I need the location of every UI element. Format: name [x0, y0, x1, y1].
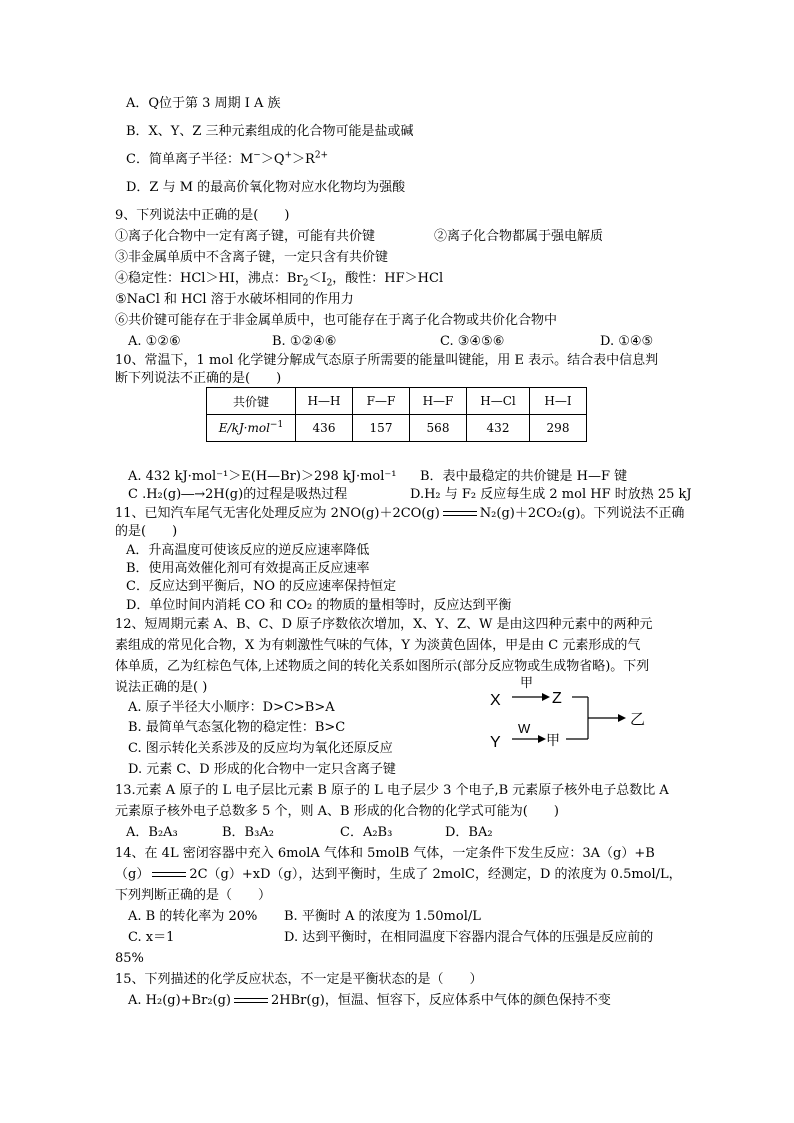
q11-option-d: D．单位时间内消耗 CO 和 CO₂ 的物质的量相等时，反应达到平衡: [126, 598, 512, 613]
q12-option-c: C. 图示转化关系涉及的反应均为氧化还原反应: [128, 741, 393, 756]
q11-option-c: C．反应达到平衡后，NO 的反应速率保持恒定: [126, 579, 397, 594]
diagram-w-reagent: W: [518, 721, 531, 736]
q12-stem-line4: 说法正确的是( ): [115, 680, 208, 695]
equilibrium-arrow-icon: [234, 996, 268, 1006]
q14-stem-line3: 下列判断正确的是（ ）: [115, 888, 272, 903]
table-cell: 298: [530, 415, 587, 442]
q14-option-d: D. 达到平衡时，在相同温度下容器内混合气体的压强是反应前的: [284, 930, 654, 945]
q9-statement-4: ④稳定性：HCl＞HI，沸点：$Br_2<I_2$，酸性：HF＞HCl: [115, 271, 444, 289]
q12-stem-line3: 体单质，乙为红棕色气体,上述物质之间的转化关系如图所示(部分反应物或生成物省略)。下列: [115, 659, 650, 674]
q11-option-b: B．使用高效催化剂可有效提高正反应速率: [126, 561, 370, 576]
q9-statement-3: ③非金属单质中不含离子键，一定只含有共价键: [115, 250, 389, 265]
q12-option-b: B. 最简单气态氢化物的稳定性：B>C: [128, 720, 346, 735]
q13-stem-line1: 13.元素 A 原子的 L 电子层比元素 B 原子的 L 电子层少 3 个电子,B 元素原子核外电子总数比 A: [115, 783, 669, 798]
q11-stem-line1: 11、已知汽车尾气无害化处理反应为 2NO(g)＋2CO(g) N₂(g)＋2CO₂(g)。下列说法不正确: [115, 506, 685, 521]
q15-stem: 15、下列描述的化学反应状态，不一定是平衡状态的是（ ）: [115, 972, 483, 987]
conversion-diagram: [480, 675, 660, 765]
q10-stem-line2: 断下列说法不正确的是( ): [115, 371, 282, 386]
q9-statement-5: ⑤NaCl 和 HCl 溶于水破坏相同的作用力: [115, 292, 354, 307]
table-row: [207, 388, 587, 415]
table-cell: H—H: [296, 388, 353, 415]
q14-stem-line2: （g） 2C（g）+xD（g），达到平衡时，生成了 2molC，经测定，D 的浓度为 0.5mol/L，: [115, 867, 682, 882]
q15-option-a: A. H₂(g)+Br₂(g) 2HBr(g)，恒温、恒容下，反应体系中气体的颜色保持不变: [128, 993, 611, 1008]
q9-option-c: C. ③④⑤⑥: [440, 334, 505, 349]
q9-statement-6: ⑥共价键可能存在于非金属单质中，也可能存在于离子化合物或共价化合物中: [115, 313, 558, 328]
q13-option-d: D．BA₂: [445, 825, 493, 840]
q9-statement-2: ②离子化合物都属于强电解质: [434, 229, 604, 244]
q9-option-a: A. ①②⑥: [128, 334, 181, 349]
table-cell: 436: [296, 415, 353, 442]
q10-option-d: D.H₂ 与 F₂ 反应每生成 2 mol HF 时放热 25 kJ: [410, 487, 692, 502]
q10-stem-line1: 10、常温下，1 mol 化学键分解成气态原子所需要的能量叫键能，用 E 表示。结合表中信息判: [115, 353, 659, 368]
table-row: [207, 415, 587, 442]
q14-option-d-cont: 85%: [115, 951, 144, 966]
q12-stem-line1: 12、短周期元素 A、B、C、D 原子序数依次增加，X、Y、Z、W 是由这四种元素中的两种元: [115, 617, 653, 632]
diagram-jia-reagent: 甲: [520, 676, 534, 691]
q14-option-c: C. x＝1: [128, 930, 175, 945]
arrow-head: [542, 693, 550, 701]
q8-option-d: D．Z 与 M 的最高价氧化物对应水化物均为强酸: [126, 180, 406, 195]
table-cell: H—F: [410, 388, 467, 415]
table-cell: H—I: [530, 388, 587, 415]
q13-option-b: B．B₃A₂: [222, 825, 274, 840]
q9-option-d: D. ①④⑤: [600, 334, 654, 349]
q9-option-b: B. ①②④⑥: [272, 334, 337, 349]
q14-option-a: A. B 的转化率为 20%: [128, 909, 258, 924]
table-cell: H—Cl: [467, 388, 530, 415]
q12-stem-line2: 素组成的常见化合物，X 为有刺激性气味的气体，Y 为淡黄色固体，甲是由 C 元素形成的气: [115, 638, 641, 653]
q8-option-a: A．Q位于第 3 周期 I A 族: [126, 96, 281, 111]
diagram-jia-product: 甲: [546, 733, 560, 749]
bond-energy-table: [206, 387, 587, 442]
q13-option-c: C．A₂B₃: [340, 825, 393, 840]
q14-stem-line1: 14、在 4L 密闭容器中充入 6molA 气体和 5molB 气体，一定条件下发生反应：3A（g）+B: [115, 846, 655, 861]
q12-option-a: A. 原子半径大小顺序：D>C>B>A: [128, 700, 335, 715]
q9-statement-1: ①离子化合物中一定有离子键，可能有共价键: [115, 229, 376, 244]
q13-option-a: A．B₂A₃: [126, 825, 178, 840]
arrow-head: [618, 714, 626, 722]
q11-stem-line2: 的是( ): [115, 524, 178, 539]
q13-stem-line2: 元素原子核外电子总数多 5 个，则 A、B 形成的化合物的化学式可能为( ): [115, 804, 559, 819]
q10-option-c: C .H₂(g)―→2H(g)的过程是吸热过程: [128, 487, 348, 502]
table-cell: 568: [410, 415, 467, 442]
table-cell: 157: [353, 415, 410, 442]
equilibrium-arrow-icon: [443, 509, 477, 519]
table-header-cell: E/kJ·mol$^{-1}$: [207, 415, 296, 442]
q10-option-b: B．表中最稳定的共价键是 H—F 键: [420, 469, 628, 484]
table-header-cell: 共价键: [207, 388, 296, 415]
q9-stem: 9、下列说法中正确的是( ): [115, 208, 290, 223]
q10-option-a: A. 432 kJ·mol⁻¹＞E(H—Br)＞298 kJ·mol⁻¹: [128, 469, 397, 484]
table-cell: 432: [467, 415, 530, 442]
q14-option-b: B. 平衡时 A 的浓度为 1.50mol/L: [284, 909, 481, 924]
equilibrium-arrow-icon: [152, 870, 186, 880]
q12-option-d: D. 元素 C、D 形成的化合物中一定只含离子键: [128, 762, 396, 777]
arrow-head: [538, 735, 546, 743]
table-cell: F—F: [353, 388, 410, 415]
diagram-yi: 乙: [630, 710, 646, 728]
diagram-x: X: [490, 692, 501, 709]
q11-option-a: A．升高温度可使该反应的逆反应速率降低: [126, 543, 370, 558]
diagram-z: Z: [552, 690, 562, 707]
q8-option-b: B．X、Y、Z 三种元素组成的化合物可能是盐或碱: [126, 124, 414, 139]
diagram-y: Y: [490, 734, 501, 751]
q8-option-c: C．简单离子半径：$M^->Q^+>R^{2+}$: [126, 150, 329, 167]
